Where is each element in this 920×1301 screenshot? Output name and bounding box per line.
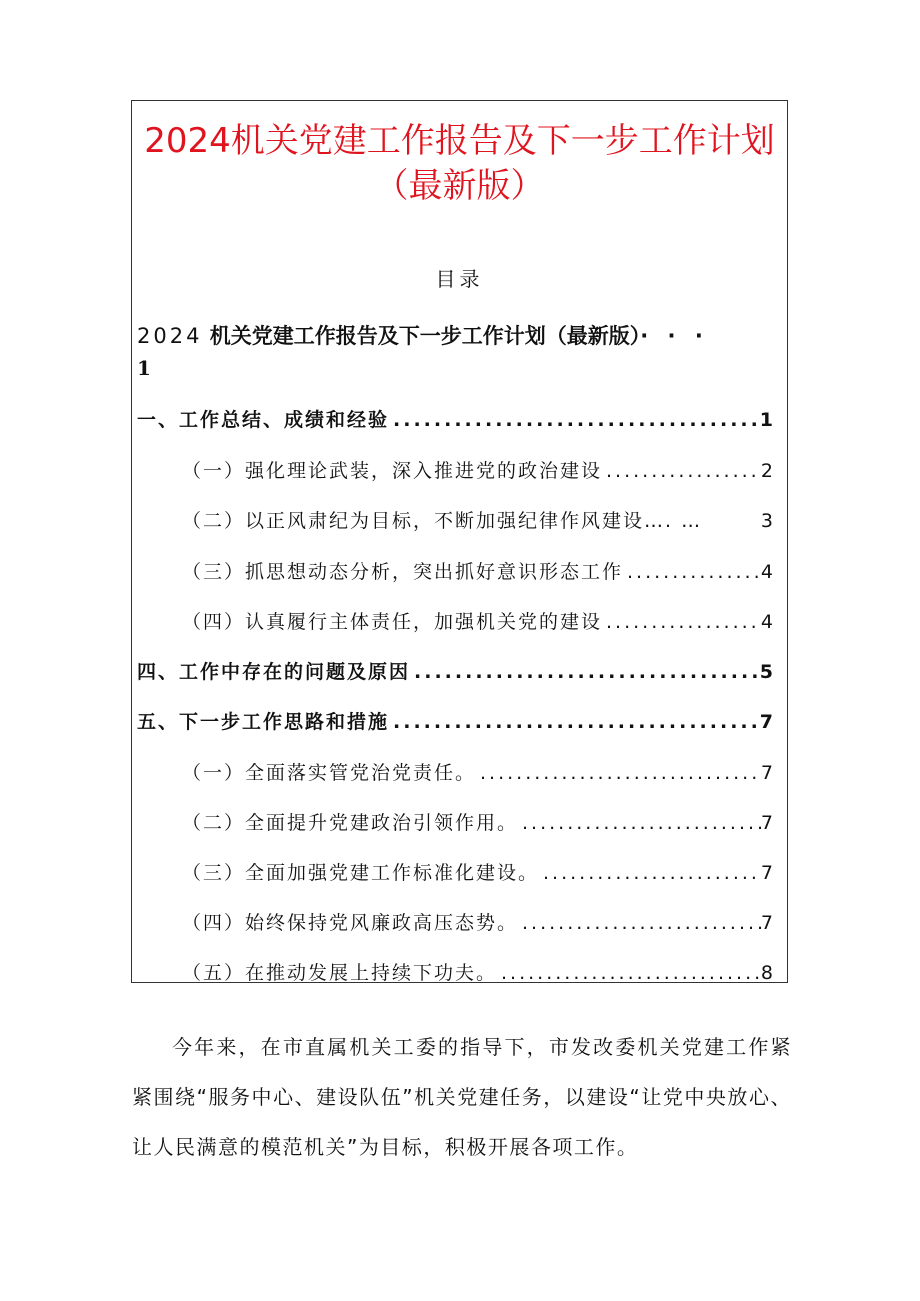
toc-entry-page: 8 — [760, 962, 773, 984]
toc-entry-page: 7 — [760, 862, 773, 884]
toc-leader-dots — [389, 711, 760, 733]
toc-entry-text: （一）强化理论武装，深入推进党的政治建设 — [182, 460, 603, 482]
toc-entry-main-text: 机关党建工作报告及下一步工作计划（最新版） — [202, 324, 641, 348]
toc-entry-page: 3 — [760, 510, 773, 532]
document-title: 2024机关党建工作报告及下一步工作计划 — [144, 121, 775, 161]
toc-leader-dots — [518, 912, 761, 934]
toc-entry[interactable] — [182, 758, 773, 785]
toc-entry[interactable] — [182, 456, 773, 483]
toc-entry-main-number: 2024 — [137, 324, 203, 348]
intro-paragraph: 今年来，在市直属机关工委的指导下，市发改委机关党建工作紧紧围绕“服务中心、建设队伍”机关党建任务，以建设“让党中央放心、让人民满意的模范机关”为目标，积极开展各项工作。 — [132, 1035, 792, 1159]
toc-entry-page: 7 — [759, 711, 773, 733]
toc-entry[interactable] — [182, 808, 773, 835]
toc-entry[interactable] — [182, 958, 773, 985]
toc-entry[interactable] — [137, 657, 773, 684]
toc-leader-dots — [602, 460, 761, 482]
toc-entry-page: 5 — [759, 661, 773, 683]
toc-entry-text: （二）全面提升党建政治引领作用。 — [182, 812, 519, 834]
toc-entry-text: （四）始终保持党风廉政高压态势。 — [182, 912, 519, 934]
toc-entry-text: 四、工作中存在的问题及原因 — [137, 661, 411, 683]
toc-entry-page: 4 — [760, 611, 773, 633]
toc-entry[interactable] — [182, 908, 773, 935]
toc-leader-dots — [623, 561, 761, 583]
toc-leader-dots — [518, 812, 761, 834]
toc-entry-text: （三）抓思想动态分析，突出抓好意识形态工作 — [182, 561, 624, 583]
toc-leader-dots — [476, 762, 761, 784]
toc-entry[interactable] — [182, 858, 773, 885]
toc-leader-dots — [410, 661, 760, 683]
toc-leader-dots — [497, 962, 761, 984]
toc-entry-page: 1 — [759, 409, 773, 431]
toc-entry-text: （二）以正风肃纪为目标，不断加强纪律作风建设…. … — [182, 510, 703, 532]
toc-entry-main-leader: · · · — [640, 324, 709, 348]
toc-entry-text: 五、下一步工作思路和措施 — [137, 711, 390, 733]
toc-entry[interactable] — [182, 607, 773, 634]
toc-entry[interactable] — [182, 557, 773, 584]
toc-frame — [131, 100, 788, 983]
toc-entry-text: （五）在推动发展上持续下功夫。 — [182, 962, 498, 984]
toc-heading: 目录 — [435, 267, 484, 291]
toc-entry[interactable] — [137, 707, 773, 734]
document-subtitle: （最新版） — [374, 166, 545, 206]
toc-entry-text: （三）全面加强党建工作标准化建设。 — [182, 862, 540, 884]
toc-leader-dots — [389, 409, 760, 431]
toc-entry-text: 一、工作总结、成绩和经验 — [137, 409, 390, 431]
toc-entry-text: （一）全面落实管党治党责任。 — [182, 762, 477, 784]
toc-entry-main-page: 1 — [137, 356, 151, 380]
toc-entry-page: 4 — [760, 561, 773, 583]
toc-entry-page: 7 — [760, 762, 773, 784]
toc-entry-page: 7 — [760, 812, 773, 834]
toc-entry-text: （四）认真履行主体责任，加强机关党的建设 — [182, 611, 603, 633]
toc-entry[interactable] — [182, 506, 773, 533]
toc-entry-page: 7 — [760, 912, 773, 934]
toc-entry[interactable] — [137, 405, 773, 432]
toc-entry-main[interactable] — [137, 320, 787, 350]
toc-leader-dots — [539, 862, 761, 884]
toc-leader-dots — [602, 611, 761, 633]
toc-entry-page: 2 — [760, 460, 773, 482]
